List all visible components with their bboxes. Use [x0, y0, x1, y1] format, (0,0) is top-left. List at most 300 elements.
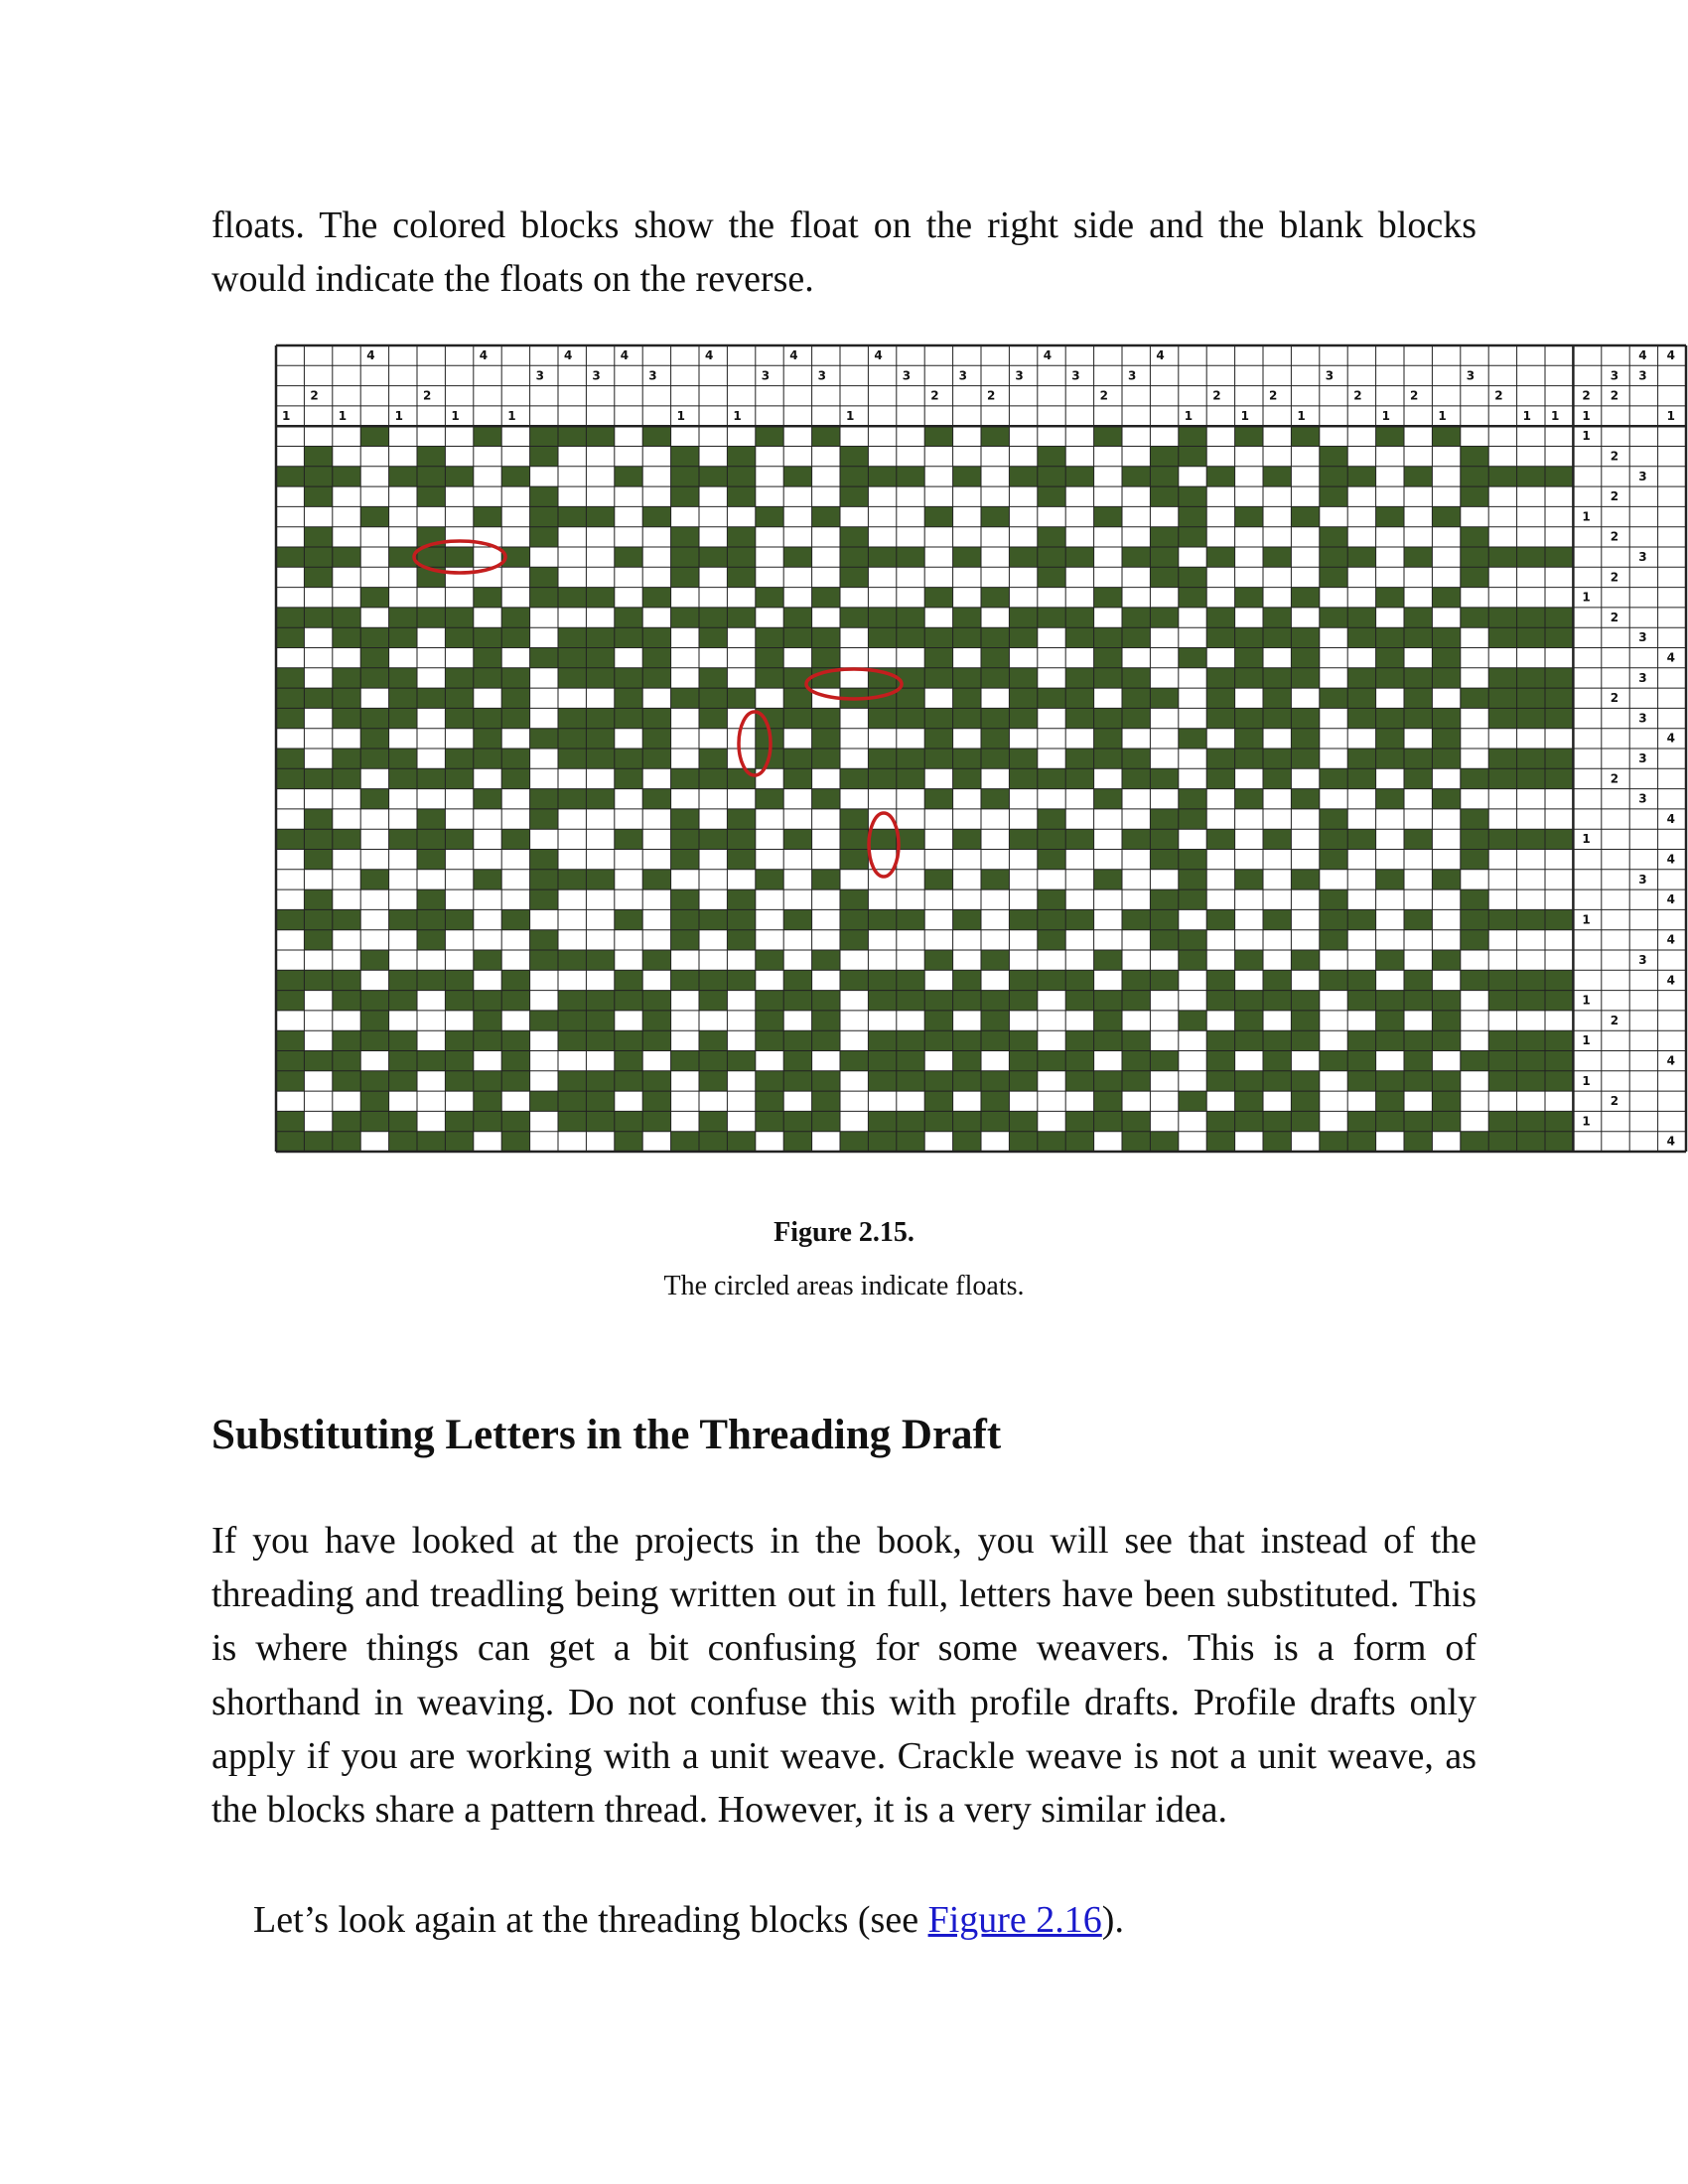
- drawdown-cell: [530, 648, 558, 668]
- drawdown-cell: [1179, 789, 1206, 809]
- drawdown-cell: [1122, 829, 1150, 849]
- drawdown-cell: [812, 729, 840, 749]
- threading-number: 3: [902, 368, 912, 383]
- drawdown-cell: [1347, 1051, 1375, 1071]
- drawdown-cell: [333, 688, 360, 708]
- drawdown-cell: [1179, 447, 1206, 467]
- drawdown-cell: [360, 708, 388, 728]
- drawdown-cell: [1065, 1071, 1093, 1091]
- drawdown-cell: [1461, 567, 1488, 587]
- drawdown-cell: [727, 1051, 755, 1071]
- drawdown-cell: [1517, 668, 1545, 688]
- drawdown-cell: [474, 1030, 501, 1050]
- drawdown-cell: [924, 789, 952, 809]
- drawdown-cell: [558, 506, 586, 526]
- threading-number: 4: [620, 348, 630, 362]
- drawdown-cell: [1320, 527, 1347, 547]
- drawdown-cell: [924, 627, 952, 647]
- drawdown-cell: [924, 1111, 952, 1131]
- drawdown-cell: [756, 506, 783, 526]
- drawdown-cell: [1291, 729, 1319, 749]
- drawdown-cell: [1517, 688, 1545, 708]
- drawdown-cell: [953, 991, 981, 1011]
- drawdown-cell: [642, 729, 670, 749]
- drawdown-cell: [1517, 768, 1545, 788]
- drawdown-cell: [1009, 1030, 1037, 1050]
- drawdown-cell: [1320, 1132, 1347, 1152]
- drawdown-cell: [1206, 668, 1234, 688]
- drawdown-cell: [1545, 991, 1573, 1011]
- drawdown-cell: [1488, 467, 1516, 486]
- drawdown-cell: [1122, 1051, 1150, 1071]
- drawdown-cell: [1461, 527, 1488, 547]
- drawdown-cell: [1038, 889, 1065, 909]
- drawdown-cell: [1291, 588, 1319, 608]
- drawdown-cell: [642, 627, 670, 647]
- drawdown-cell: [304, 1051, 332, 1071]
- threading-number: 4: [1043, 348, 1053, 362]
- drawdown-cell: [1347, 749, 1375, 768]
- drawdown-cell: [1065, 1111, 1093, 1131]
- drawdown-cell: [1432, 668, 1460, 688]
- drawdown-cell: [1179, 648, 1206, 668]
- drawdown-cell: [1545, 547, 1573, 567]
- drawdown-cell: [1263, 688, 1291, 708]
- drawdown-cell: [530, 809, 558, 829]
- drawdown-cell: [1206, 768, 1234, 788]
- drawdown-cell: [1094, 991, 1122, 1011]
- drawdown-cell: [304, 930, 332, 950]
- drawdown-cell: [1179, 870, 1206, 889]
- drawdown-cell: [474, 588, 501, 608]
- drawdown-cell: [812, 870, 840, 889]
- threading-number: 3: [761, 368, 771, 383]
- drawdown-cell: [530, 1011, 558, 1030]
- drawdown-cell: [812, 749, 840, 768]
- drawdown-cell: [1545, 970, 1573, 990]
- drawdown-cell: [1150, 447, 1178, 467]
- drawdown-cell: [586, 789, 614, 809]
- reference-text-before: Let’s look again at the threading blocks (see: [253, 1899, 928, 1941]
- drawdown-cell: [1404, 708, 1432, 728]
- drawdown-cell: [1488, 749, 1516, 768]
- drawdown-cell: [642, 1111, 670, 1131]
- drawdown-cell: [586, 426, 614, 446]
- drawdown-cell: [756, 627, 783, 647]
- threading-number: 4: [874, 348, 883, 362]
- drawdown-cell: [981, 1030, 1009, 1050]
- drawdown-cell: [1432, 950, 1460, 970]
- drawdown-cell: [1291, 1071, 1319, 1091]
- drawdown-cell: [360, 789, 388, 809]
- drawdown-cell: [360, 870, 388, 889]
- drawdown-cell: [1488, 829, 1516, 849]
- drawdown-cell: [953, 668, 981, 688]
- drawdown-cell: [1206, 909, 1234, 929]
- drawdown-cell: [1488, 688, 1516, 708]
- drawdown-cell: [1347, 829, 1375, 849]
- drawdown-cell: [783, 991, 811, 1011]
- drawdown-cell: [699, 1111, 727, 1131]
- drawdown-cell: [642, 950, 670, 970]
- drawdown-cell: [1206, 1030, 1234, 1050]
- drawdown-cell: [501, 1111, 529, 1131]
- drawdown-cell: [1065, 991, 1093, 1011]
- threading-number: 1: [846, 408, 855, 423]
- drawdown-cell: [868, 991, 896, 1011]
- drawdown-cell: [1376, 870, 1404, 889]
- section-heading: Substituting Letters in the Threading Draft: [211, 1412, 1002, 1458]
- drawdown-cell: [1122, 749, 1150, 768]
- drawdown-cell: [445, 1071, 473, 1091]
- drawdown-cell: [897, 1051, 924, 1071]
- drawdown-cell: [699, 768, 727, 788]
- drawdown-cell: [304, 970, 332, 990]
- figure-2-16-link[interactable]: Figure 2.16: [927, 1899, 1102, 1941]
- drawdown-cell: [1150, 467, 1178, 486]
- drawdown-cell: [1376, 708, 1404, 728]
- drawdown-cell: [1461, 447, 1488, 467]
- drawdown-cell: [1009, 1111, 1037, 1131]
- drawdown-cell: [1320, 829, 1347, 849]
- drawdown-cell: [783, 1030, 811, 1050]
- drawdown-cell: [840, 1132, 868, 1152]
- drawdown-cell: [1545, 749, 1573, 768]
- drawdown-cell: [1545, 909, 1573, 929]
- drawdown-cell: [953, 1051, 981, 1071]
- treadling-number: 4: [1666, 731, 1675, 746]
- drawdown-cell: [1488, 547, 1516, 567]
- drawdown-cell: [1235, 668, 1263, 688]
- drawdown-cell: [812, 506, 840, 526]
- threading-number: 3: [1015, 368, 1024, 383]
- drawdown-cell: [1545, 1051, 1573, 1071]
- drawdown-cell: [474, 648, 501, 668]
- drawdown-cell: [783, 1051, 811, 1071]
- drawdown-cell: [1291, 708, 1319, 728]
- drawdown-cell: [981, 1091, 1009, 1111]
- drawdown-cell: [474, 627, 501, 647]
- drawdown-cell: [671, 889, 699, 909]
- drawdown-cell: [840, 527, 868, 547]
- drawdown-cell: [1461, 608, 1488, 627]
- threading-number: 3: [535, 368, 544, 383]
- drawdown-cell: [586, 648, 614, 668]
- drawdown-cell: [1488, 768, 1516, 788]
- drawdown-cell: [1206, 627, 1234, 647]
- drawdown-cell: [1432, 1071, 1460, 1091]
- drawdown-cell: [1461, 1051, 1488, 1071]
- drawdown-cell: [1404, 749, 1432, 768]
- drawdown-cell: [727, 567, 755, 587]
- drawdown-cell: [1461, 889, 1488, 909]
- drawdown-cell: [727, 688, 755, 708]
- threading-number: 2: [1410, 388, 1419, 403]
- drawdown-cell: [445, 970, 473, 990]
- drawdown-cell: [953, 547, 981, 567]
- drawdown-cell: [783, 768, 811, 788]
- drawdown-cell: [1206, 970, 1234, 990]
- drawdown-cell: [1038, 930, 1065, 950]
- drawdown-cell: [783, 829, 811, 849]
- drawdown-cell: [671, 850, 699, 870]
- drawdown-cell: [558, 729, 586, 749]
- treadling-number: 2: [1610, 570, 1619, 585]
- drawdown-cell: [868, 970, 896, 990]
- drawdown-cell: [474, 1071, 501, 1091]
- drawdown-cell: [1461, 547, 1488, 567]
- drawdown-cell: [276, 829, 304, 849]
- drawdown-cell: [304, 527, 332, 547]
- drawdown-cell: [1291, 789, 1319, 809]
- drawdown-cell: [333, 768, 360, 788]
- drawdown-cell: [417, 608, 445, 627]
- drawdown-cell: [417, 1132, 445, 1152]
- drawdown-cell: [1376, 588, 1404, 608]
- drawdown-cell: [1488, 991, 1516, 1011]
- drawdown-cell: [699, 909, 727, 929]
- drawdown-cell: [417, 447, 445, 467]
- treadling-number: 1: [1582, 832, 1591, 847]
- drawdown-cell: [1545, 829, 1573, 849]
- drawdown-cell: [530, 447, 558, 467]
- drawdown-cell: [953, 608, 981, 627]
- threading-number: 1: [1297, 408, 1306, 423]
- drawdown-cell: [501, 627, 529, 647]
- drawdown-cell: [1179, 1091, 1206, 1111]
- drawdown-cell: [1432, 426, 1460, 446]
- drawdown-cell: [1432, 588, 1460, 608]
- drawdown-cell: [897, 688, 924, 708]
- drawdown-cell: [783, 708, 811, 728]
- drawdown-cell: [1517, 467, 1545, 486]
- drawdown-cell: [558, 870, 586, 889]
- drawdown-cell: [1291, 1111, 1319, 1131]
- treadling-number: 2: [1610, 529, 1619, 544]
- drawdown-cell: [474, 729, 501, 749]
- drawdown-cell: [1347, 909, 1375, 929]
- drawdown-cell: [897, 829, 924, 849]
- drawdown-cell: [474, 506, 501, 526]
- drawdown-cell: [699, 688, 727, 708]
- drawdown-cell: [360, 991, 388, 1011]
- drawdown-cell: [981, 648, 1009, 668]
- drawdown-cell: [501, 991, 529, 1011]
- drawdown-cell: [1263, 829, 1291, 849]
- drawdown-cell: [360, 668, 388, 688]
- drawdown-cell: [333, 909, 360, 929]
- drawdown-cell: [1235, 950, 1263, 970]
- drawdown-cell: [671, 809, 699, 829]
- drawdown-cell: [417, 486, 445, 506]
- drawdown-cell: [1038, 909, 1065, 929]
- threading-number: 2: [1494, 388, 1503, 403]
- drawdown-cell: [1461, 909, 1488, 929]
- drawdown-cell: [1517, 1030, 1545, 1050]
- treadling-number: 3: [1638, 630, 1647, 645]
- drawdown-cell: [1517, 909, 1545, 929]
- drawdown-cell: [1065, 970, 1093, 990]
- drawdown-cell: [615, 909, 642, 929]
- drawdown-cell: [1291, 1091, 1319, 1111]
- drawdown-cell: [1320, 547, 1347, 567]
- drawdown-cell: [840, 970, 868, 990]
- drawdown-cell: [304, 547, 332, 567]
- drawdown-cell: [1545, 688, 1573, 708]
- drawdown-cell: [558, 648, 586, 668]
- drawdown-cell: [1376, 749, 1404, 768]
- drawdown-cell: [1206, 1132, 1234, 1152]
- threading-number: 3: [592, 368, 601, 383]
- drawdown-cell: [1404, 1132, 1432, 1152]
- drawdown-cell: [1122, 991, 1150, 1011]
- drawdown-cell: [1432, 506, 1460, 526]
- drawdown-cell: [1461, 930, 1488, 950]
- drawdown-cell: [615, 970, 642, 990]
- drawdown-cell: [1347, 668, 1375, 688]
- drawdown-cell: [1517, 608, 1545, 627]
- drawdown-cell: [501, 1132, 529, 1152]
- drawdown-cell: [1517, 1071, 1545, 1091]
- drawdown-cell: [1263, 1051, 1291, 1071]
- drawdown-cell: [1122, 909, 1150, 929]
- threading-number: 2: [1269, 388, 1278, 403]
- drawdown-cell: [1038, 768, 1065, 788]
- drawdown-cell: [1065, 627, 1093, 647]
- drawdown-cell: [1094, 1030, 1122, 1050]
- drawdown-cell: [783, 909, 811, 929]
- drawdown-cell: [1038, 809, 1065, 829]
- threading-number: 2: [987, 388, 996, 403]
- drawdown-cell: [1038, 467, 1065, 486]
- drawdown-cell: [1347, 991, 1375, 1011]
- drawdown-cell: [1404, 1030, 1432, 1050]
- drawdown-cell: [304, 467, 332, 486]
- drawdown-cell: [868, 467, 896, 486]
- drawdown-cell: [642, 1011, 670, 1030]
- drawdown-cell: [840, 850, 868, 870]
- drawdown-cell: [1347, 467, 1375, 486]
- drawdown-cell: [924, 1091, 952, 1111]
- drawdown-cell: [699, 970, 727, 990]
- drawdown-cell: [642, 426, 670, 446]
- drawdown-cell: [1179, 527, 1206, 547]
- drawdown-cell: [924, 506, 952, 526]
- drawdown-cell: [1235, 648, 1263, 668]
- drawdown-cell: [615, 749, 642, 768]
- drawdown-cell: [1488, 627, 1516, 647]
- drawdown-cell: [897, 991, 924, 1011]
- drawdown-cell: [1009, 688, 1037, 708]
- drawdown-cell: [1545, 467, 1573, 486]
- drawdown-cell: [727, 970, 755, 990]
- drawdown-cell: [586, 708, 614, 728]
- drawdown-cell: [1235, 729, 1263, 749]
- drawdown-cell: [1122, 1071, 1150, 1091]
- drawdown-cell: [1009, 829, 1037, 849]
- drawdown-cell: [1235, 708, 1263, 728]
- drawdown-cell: [586, 729, 614, 749]
- drawdown-cell: [1347, 1071, 1375, 1091]
- drawdown-cell: [924, 1030, 952, 1050]
- drawdown-cell: [276, 1030, 304, 1050]
- drawdown-cell: [501, 909, 529, 929]
- drawdown-cell: [1206, 608, 1234, 627]
- drawdown-cell: [1517, 829, 1545, 849]
- drawdown-cell: [501, 688, 529, 708]
- drawdown-cell: [304, 829, 332, 849]
- treadling-number: 3: [1638, 711, 1647, 726]
- drawdown-cell: [981, 708, 1009, 728]
- drawdown-cell: [1179, 567, 1206, 587]
- drawdown-cell: [897, 547, 924, 567]
- drawdown-cell: [812, 789, 840, 809]
- drawdown-cell: [1065, 1132, 1093, 1152]
- drawdown-cell: [586, 588, 614, 608]
- drawdown-cell: [1320, 688, 1347, 708]
- drawdown-cell: [1488, 1132, 1516, 1152]
- drawdown-cell: [615, 467, 642, 486]
- threading-number: 1: [676, 408, 685, 423]
- drawdown-cell: [1376, 506, 1404, 526]
- drawdown-cell: [474, 1111, 501, 1131]
- drawdown-cell: [756, 648, 783, 668]
- treadling-number: 3: [1638, 751, 1647, 765]
- drawdown-cell: [389, 1132, 417, 1152]
- drawdown-cell: [445, 608, 473, 627]
- drawdown-cell: [333, 467, 360, 486]
- drawdown-cell: [615, 1111, 642, 1131]
- drawdown-cell: [671, 970, 699, 990]
- drawdown-cell: [756, 588, 783, 608]
- drawdown-cell: [474, 950, 501, 970]
- drawdown-cell: [333, 708, 360, 728]
- drawdown-cell: [812, 991, 840, 1011]
- threading-number: 1: [282, 408, 291, 423]
- drawdown-cell: [924, 588, 952, 608]
- drawdown-cell: [1009, 768, 1037, 788]
- drawdown-cell: [840, 608, 868, 627]
- drawdown-cell: [812, 1011, 840, 1030]
- drawdown-cell: [417, 1051, 445, 1071]
- drawdown-cell: [924, 950, 952, 970]
- drawdown-cell: [1094, 588, 1122, 608]
- drawdown-cell: [333, 1132, 360, 1152]
- drawdown-cell: [1065, 688, 1093, 708]
- drawdown-cell: [474, 749, 501, 768]
- drawdown-cell: [699, 991, 727, 1011]
- drawdown-cell: [1488, 708, 1516, 728]
- drawdown-cell: [501, 1030, 529, 1050]
- drawdown-cell: [727, 467, 755, 486]
- drawdown-cell: [868, 829, 896, 849]
- drawdown-cell: [615, 829, 642, 849]
- drawdown-cell: [501, 708, 529, 728]
- drawdown-cell: [1150, 850, 1178, 870]
- drawdown-cell: [586, 1011, 614, 1030]
- drawdown-cell: [1235, 588, 1263, 608]
- drawdown-cell: [1065, 608, 1093, 627]
- drawdown-cell: [1291, 950, 1319, 970]
- drawdown-cell: [445, 668, 473, 688]
- drawdown-cell: [530, 789, 558, 809]
- drawdown-cell: [1347, 608, 1375, 627]
- drawdown-cell: [1150, 909, 1178, 929]
- drawdown-cell: [333, 991, 360, 1011]
- drawdown-cell: [276, 1051, 304, 1071]
- drawdown-cell: [445, 829, 473, 849]
- drawdown-cell: [445, 547, 473, 567]
